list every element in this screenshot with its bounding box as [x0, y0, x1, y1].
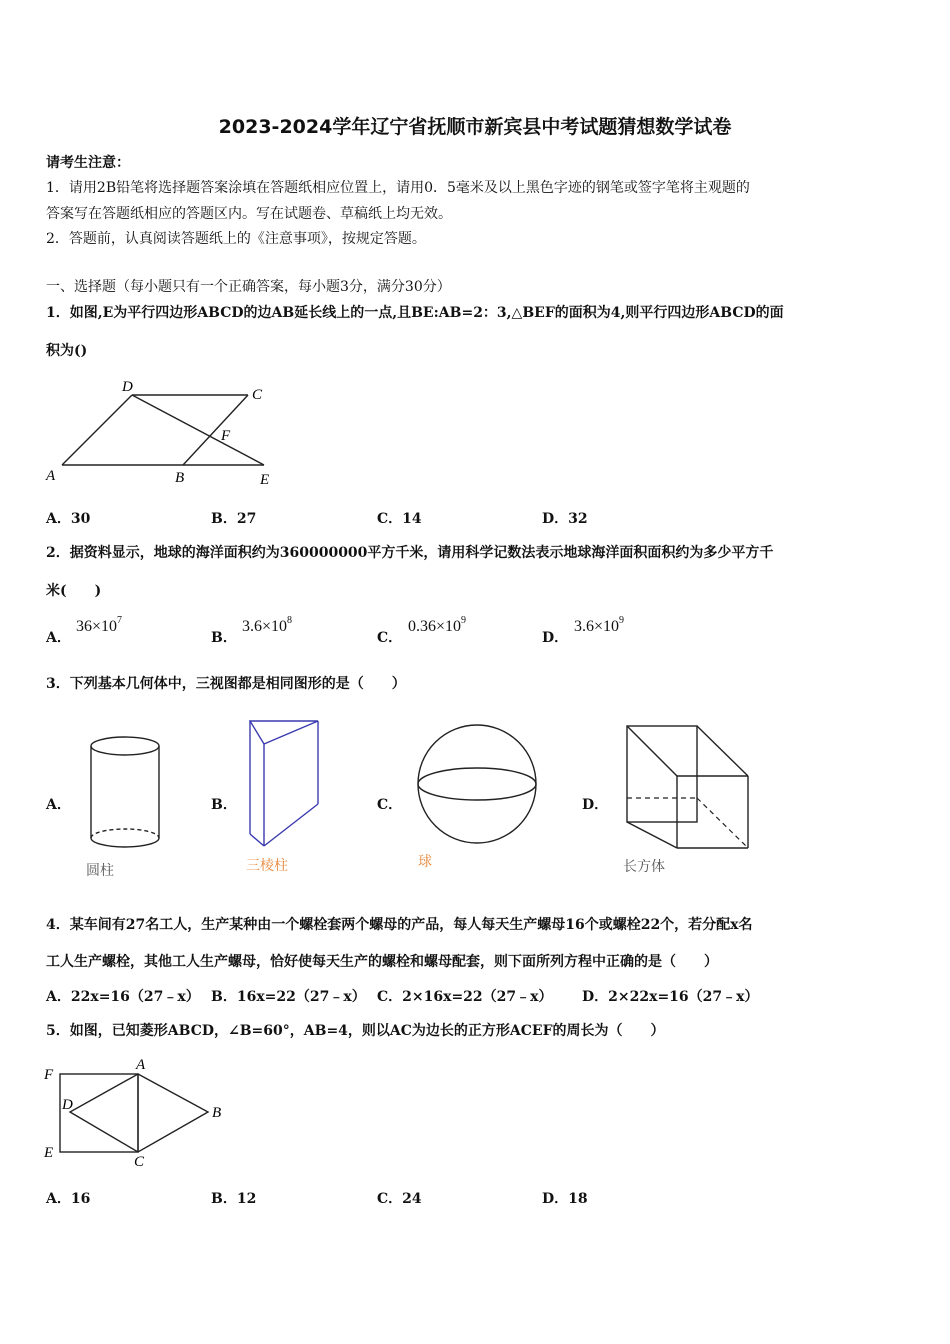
notice-heading: 请考生注意：: [46, 155, 130, 171]
sphere-figure: [410, 722, 550, 872]
cuboid-figure: [615, 716, 760, 881]
q2-option-b-value: $3.6\times 10^8$: [242, 615, 293, 635]
q5-label-f: F: [44, 1067, 54, 1083]
q3-option-d[interactable]: D．: [582, 797, 609, 813]
notice-item-2: 2．答题前，认真阅读答题纸上的《注意事项》，按规定答题。: [46, 231, 426, 247]
q4-text-line-1: 4．某车间有27名工人，生产某种由一个螺栓套两个螺母的产品，每人每天生产螺母16个或螺栓22个，若分配x名: [46, 917, 753, 933]
q3-option-c[interactable]: C．: [377, 797, 403, 813]
q1-text-line-2: 积为(): [46, 343, 88, 359]
q5-option-d[interactable]: D．18: [542, 1191, 588, 1207]
triangular-prism-figure: [240, 716, 330, 881]
q5-rhombus-square-figure: [40, 1052, 235, 1172]
q2-text-line-1: 2．据资料显示，地球的海洋面积约为360000000平方千米，请用科学记数法表示地球海洋面积面积约为多少平方千: [46, 545, 774, 561]
q4-text-line-2: 工人生产螺栓，其他工人生产螺母，恰好使每天生产的螺栓和螺母配套，则下面所列方程中正确的是（ ）: [46, 954, 718, 970]
q1-label-b: B: [175, 470, 185, 486]
cylinder-figure: [80, 732, 170, 882]
q2-option-b-letter[interactable]: B．: [211, 630, 237, 646]
q1-label-f: F: [221, 428, 231, 444]
section-heading: 一、选择题（每小题只有一个正确答案，每小题3分，满分30分）: [46, 279, 451, 295]
q5-label-e: E: [44, 1145, 54, 1161]
q2-option-d-letter[interactable]: D．: [542, 630, 569, 646]
q5-label-b: B: [212, 1105, 222, 1121]
notice-item-1-line-1: 1．请用2B铅笔将选择题答案涂填在答题纸相应位置上，请用0．5毫米及以上黑色字迹的钢笔或签字笔将主观题的: [46, 180, 750, 196]
q2-option-c-letter[interactable]: C．: [377, 630, 403, 646]
page-title: 2023-2024学年辽宁省抚顺市新宾县中考试题猜想数学试卷: [218, 116, 732, 138]
q5-option-a[interactable]: A．16: [46, 1191, 91, 1207]
q5-option-b[interactable]: B．12: [211, 1191, 257, 1207]
q3-option-a[interactable]: A．: [46, 797, 71, 813]
triangular-prism-caption: 三棱柱: [246, 858, 288, 874]
q5-text-line-1: 5．如图，已知菱形ABCD，∠B=60°，AB=4，则以AC为边长的正方形ACEF的周长为（ ）: [46, 1023, 665, 1039]
cylinder-caption: 圆柱: [86, 863, 114, 879]
q4-option-d[interactable]: D．2×22x=16（27﹣x）: [582, 989, 759, 1005]
q1-label-e: E: [260, 472, 270, 488]
notice-item-1-line-2: 答案写在答题纸相应的答题区内。写在试题卷、草稿纸上均无效。: [46, 206, 452, 222]
q2-text-line-2: 米( ): [46, 583, 102, 599]
q2-option-a-value: $36\times 10^7$: [76, 615, 123, 635]
q1-label-d: D: [122, 379, 133, 395]
q4-option-c[interactable]: C．2×16x=22（27﹣x）: [377, 989, 553, 1005]
q2-option-a-letter[interactable]: A．: [46, 630, 71, 646]
cuboid-caption: 长方体: [623, 859, 665, 875]
q5-option-c[interactable]: C．24: [377, 1191, 422, 1207]
q3-text-line-1: 3．下列基本几何体中，三视图都是相同图形的是（ ）: [46, 676, 406, 692]
q1-label-a: A: [46, 468, 56, 484]
q5-label-a: A: [136, 1057, 146, 1073]
q5-label-d: D: [62, 1097, 73, 1113]
q2-option-c-value: $0.36\times 10^9$: [408, 615, 467, 635]
sphere-caption: 球: [418, 854, 432, 870]
q5-label-c: C: [134, 1154, 145, 1170]
q1-option-c[interactable]: C．14: [377, 511, 422, 527]
q2-option-d-value: $3.6\times 10^9$: [574, 615, 625, 635]
q1-text-line-1: 1．如图,E为平行四边形ABCD的边AB延长线上的一点,且BE:AB=2：3,△BEF的面积为4,则平行四边形ABCD的面: [46, 305, 784, 321]
q1-parallelogram-figure: [40, 374, 290, 489]
q1-option-a[interactable]: A．30: [46, 511, 91, 527]
q4-option-b[interactable]: B．16x=22（27﹣x）: [211, 989, 366, 1005]
q1-option-b[interactable]: B．27: [211, 511, 257, 527]
q1-option-d[interactable]: D．32: [542, 511, 588, 527]
q4-option-a[interactable]: A．22x=16（27﹣x）: [46, 989, 200, 1005]
q3-option-b[interactable]: B．: [211, 797, 237, 813]
q1-label-c: C: [252, 387, 263, 403]
